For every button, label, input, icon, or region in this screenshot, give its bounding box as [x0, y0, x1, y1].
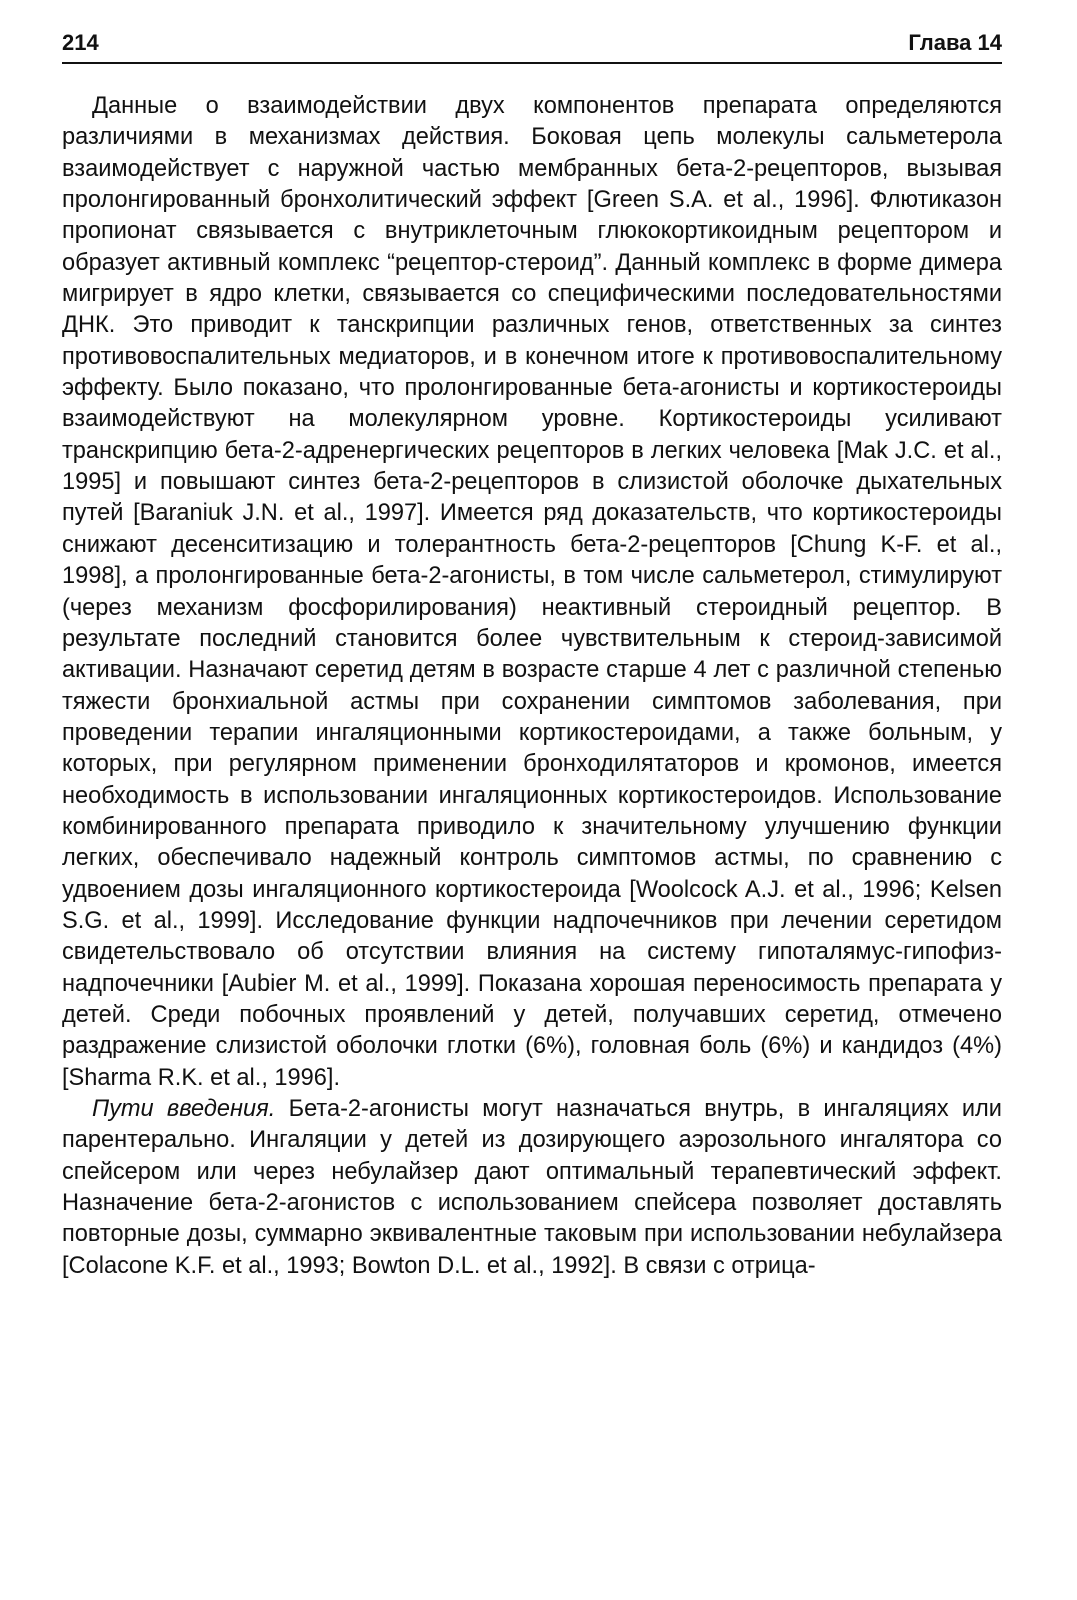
body-text: [62, 91, 1002, 1282]
chapter-title: Глава 14: [908, 30, 1002, 55]
page-number: 214: [62, 30, 99, 55]
paragraph-2: [62, 1094, 1002, 1282]
paragraph-1: [62, 91, 1002, 1094]
paragraph-1-text: Данные о взаимодействии двух компонентов препарата определяются различиями в механизмах действия. Боковая цепь молекулы сальметерола взаимодействует с наружной частью мембранных бета-2-рецепторов, вызывая пролонгированный бронхолитический эффект [Green S.A. et al., 1996]. Флютиказон пропионат связывается с внутриклеточным глюкокортикоидным рецептором и образует активный комплекс “рецептор-стероид”. Данный комплекс в форме димера мигрирует в ядро клетки, связывается со специфическими последовательностями ДНК. Это приводит к танскрипции различных генов, ответственных за синтез противовоспалительных медиаторов, и в конечном итоге к противовоспалительному эффекту. Было показано, что пролонгированные бета-агонисты и кортикостероиды взаимодействуют на молекулярном уровне. Кортикостероиды усиливают транскрипцию бета-2-адренергических рецепторов в легких человека [Mak J.C. et al., 1995] и повышают синтез бета-2-рецепторов в слизистой оболочке дыхательных путей [Baraniuk J.N. et al., 1997]. Имеется ряд доказательств, что кортикостероиды снижают десенситизацию и толерантность бета-2-рецепторов [Chung K-F. et al., 1998], а пролонгированные бета-2-агонисты, в том числе сальметерол, стимулируют (через механизм фосфорилирования) неактивный стероидный рецептор. В результате последний становится более чувствительным к стероид-зависимой активации. Назначают серетид детям в возрасте старше 4 лет с различной степенью тяжести бронхиальной астмы при сохранении симптомов заболевания, при проведении терапии ингаляционными кортикостероидами, а также больным, у которых, при регулярном применении бронходилятаторов и кромонов, имеется необходимость в использовании ингаляционных кортикостероидов. Использование комбинированного препарата приводило к значительному улучшению функции легких, обеспечивало надежный контроль симптомов астмы, по сравнению с удвоением дозы ингаляционного кортикостероида [Woolcock A.J. et al., 1996; Kelsen S.G. et al., 1999]. Исследование функции надпочечников при лечении серетидом свидетельствовало об отсутствии влияния на систему гипоталямус-гипофиз-надпочечники [Aubier M. et al., 1999]. Показана хорошая переносимость препарата у детей. Среди побочных проявлений у детей, получавших серетид, отмечено раздражение слизистой оболочки глотки (6%), головная боль (6%) и кандидоз (4%) [Sharma R.K. et al., 1996].: [62, 93, 1002, 1091]
paragraph-2-lead: Пути введения.: [92, 1096, 276, 1122]
running-header: [62, 30, 1002, 64]
book-page: [62, 30, 1002, 1282]
paragraph-2-text: Бета-2-агонисты могут назначаться внутрь, в ингаляциях или парентерально. Ингаляции у детей из дозирующего аэрозольного ингалятора со спейсером или через небулайзер дают оптимальный терапевтический эффект. Назначение бета-2-агонистов с использованием спейсера позволяет доставлять повторные дозы, суммарно эквивалентные таковым при использовании небулайзера [Colacone K.F. et al., 1993; Bowton D.L. et al., 1992]. В связи с отрица-: [62, 1096, 1002, 1279]
